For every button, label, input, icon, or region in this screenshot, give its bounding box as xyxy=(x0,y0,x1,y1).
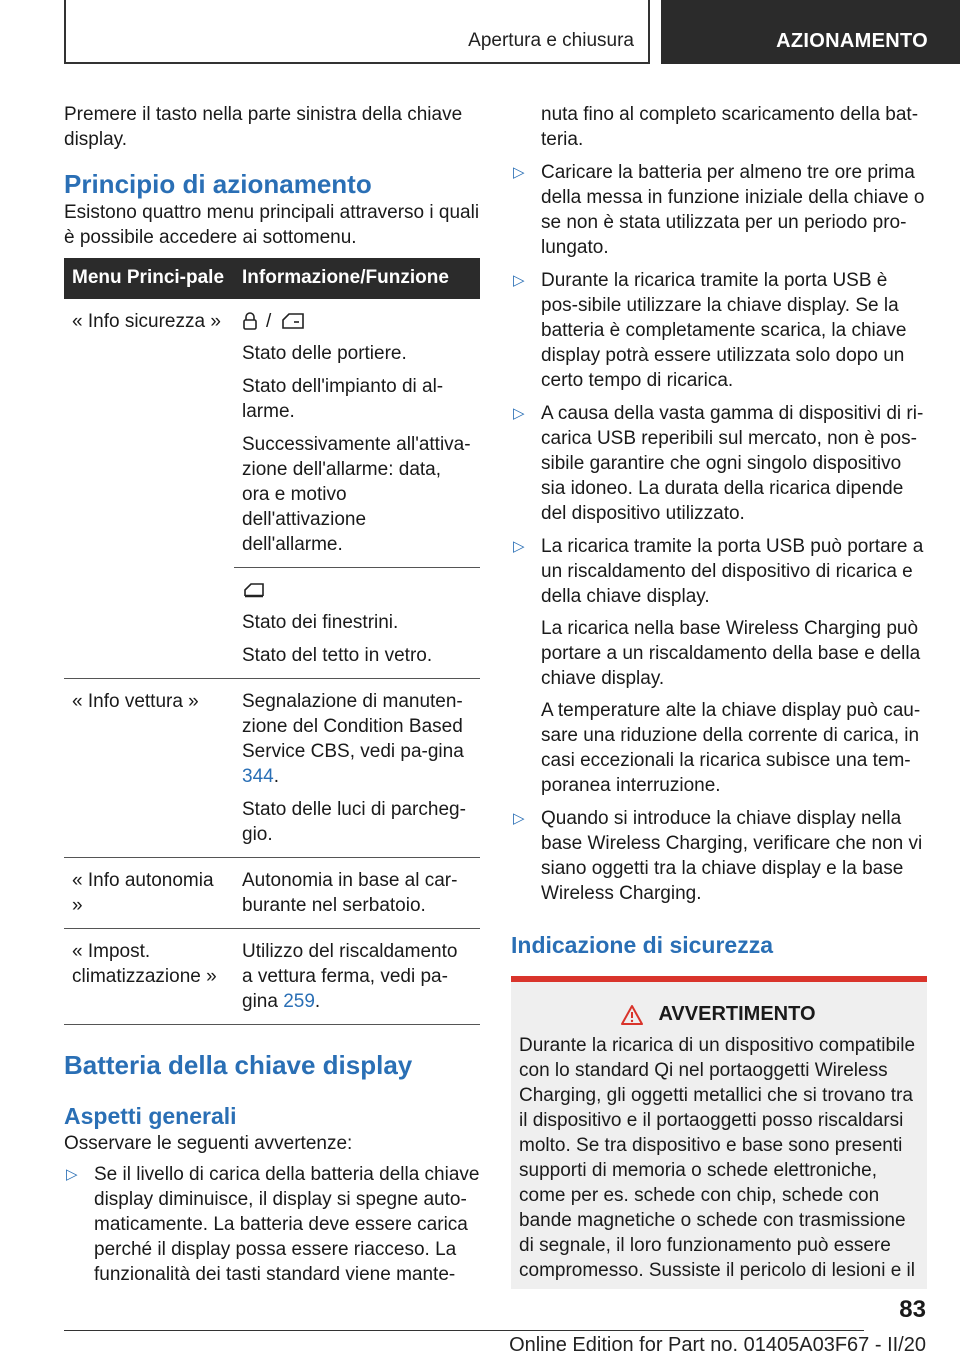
info-cell xyxy=(234,929,480,1025)
intro-text: Premere il tasto nella parte sinistra della chiave display. xyxy=(64,104,463,150)
bullet-triangle-icon: ▷ xyxy=(513,810,525,827)
info-cell xyxy=(234,299,480,568)
list-item xyxy=(511,806,927,906)
right-column xyxy=(511,102,927,1289)
list-item xyxy=(511,534,927,798)
cbs-text: Segnalazione di manuten-zione del Condition Based Service CBS, vedi pa-gina xyxy=(242,691,464,762)
bullet-text: Quando si introduce la chiave display nella base Wireless Charging, verificare che non vi siano oggetti tra la chiave display e la base Wireless Charging. xyxy=(541,808,923,904)
principle-text: Esistono quattro menu principali attraverso i quali è possibile accedere ai sottomenu. xyxy=(64,202,480,248)
section-title: Apertura e chiusura xyxy=(468,30,634,51)
bullet-text: Caricare la batteria per almeno tre ore prima della messa in funzione iniziale della chiave o se non è stata utilizzata per un periodo pro-lungato. xyxy=(541,162,925,258)
warning-text: Durante la ricarica di un dispositivo compatibile con lo standard Qi nel portaoggetti Wireless Charging, gli oggetti metallici che si trovano tra il dispositivo e il portaoggetti posso riscaldarsi molto. Se tra dispositivo e base sono presenti supporti di memoria o schede elettroniche, come per es. schede con chip, schede con bande magnetiche o schede con trasmissione di segnale, il loro funzionamento può essere compromesso. Sussiste il pericolo di lesioni e il xyxy=(519,1035,916,1281)
table-header-row xyxy=(64,258,480,299)
window-icon xyxy=(242,580,266,600)
list-item xyxy=(511,268,927,393)
info-cell xyxy=(234,679,480,858)
bullet-text: Se il livello di carica della batteria della chiave display diminuisce, il display si spegne auto-maticamente. La batteria deve essere carica perché il display possa essere riacceso. La funzionalità dei tasti standard viene mante- xyxy=(94,1164,480,1285)
menu-cell: « Impost. climatizzazione » xyxy=(64,929,234,1025)
warning-header xyxy=(519,1002,917,1027)
info-line: Successivamente all'attiva-zione dell'allarme: data, ora e motivo dell'attivazione dell'allarme. xyxy=(242,434,471,555)
header-section-box xyxy=(64,0,650,64)
battery-heading: Batteria della chiave display xyxy=(64,1050,413,1080)
bullet-triangle-icon: ▷ xyxy=(513,272,525,289)
principle-heading: Principio di azionamento xyxy=(64,169,372,199)
page-link-259[interactable]: 259 xyxy=(283,991,315,1012)
table-row xyxy=(64,679,480,858)
car-door-icon xyxy=(279,311,307,331)
table-row xyxy=(64,299,480,568)
page-link-344[interactable]: 344 xyxy=(242,766,274,787)
battery-list-cont xyxy=(511,102,927,906)
footer-edition: Online Edition for Part no. 01405A03F67 - II/20 xyxy=(509,1334,926,1356)
info-cell xyxy=(234,568,480,679)
menu-cell xyxy=(64,568,234,679)
table-header-menu: Menu Princi-pale xyxy=(64,258,234,299)
bullet-triangle-icon: ▷ xyxy=(513,405,525,422)
icon-separator: / xyxy=(266,310,272,332)
list-item-cont xyxy=(511,102,927,152)
cbs-end: . xyxy=(273,766,279,787)
bullet-text: Durante la ricarica tramite la porta USB è pos-sibile utilizzare la chiave display. Se la batteria è completamente scarica, la chiave display potrà essere utilizzata solo dopo un certo tempo di ricarica. xyxy=(541,270,907,391)
info-line: Autonomia in base al car-burante nel serbatoio. xyxy=(242,870,458,916)
table-row xyxy=(64,568,480,679)
bullet-text: A temperature alte la chiave display può cau-sare una riduzione della corrente di carica, in casi eccezionali la ricarica subisce una tem-poranea interruzione. xyxy=(541,700,921,796)
general-subheading: Aspetti generali xyxy=(64,1103,237,1129)
safety-heading: Indicazione di sicurezza xyxy=(511,932,774,958)
table-header-info: Informazione/Funzione xyxy=(234,258,480,299)
clima-end: . xyxy=(314,991,321,1012)
bullet-text: nuta fino al completo scaricamento della bat-teria. xyxy=(541,104,919,150)
chapter-title: AZIONAMENTO xyxy=(776,30,928,52)
bullet-triangle-icon: ▷ xyxy=(513,164,525,181)
warning-triangle-icon xyxy=(620,1004,644,1026)
info-line: Stato delle luci di parcheg-gio. xyxy=(242,799,466,845)
menu-cell: « Info autonomia » xyxy=(64,858,234,929)
info-line: Stato dell'impianto di al-larme. xyxy=(242,376,444,422)
info-line: Stato dei finestrini. xyxy=(242,612,399,633)
menu-cell: « Info sicurezza » xyxy=(72,311,221,332)
battery-lead: Osservare le seguenti avvertenze: xyxy=(64,1133,353,1154)
table-row xyxy=(64,858,480,929)
warning-label: AVVERTIMENTO xyxy=(658,1003,816,1025)
info-cell xyxy=(234,858,480,929)
warning-box xyxy=(511,976,927,1289)
footer-divider xyxy=(64,1330,864,1331)
info-line xyxy=(242,939,472,1014)
clima-text: Utilizzo del riscaldamento a vettura ferma, vedi pa-gina xyxy=(242,941,458,1012)
page-number: 83 xyxy=(899,1296,926,1323)
list-item xyxy=(511,401,927,526)
menu-table xyxy=(64,258,480,1025)
door-lock-icon xyxy=(242,311,258,331)
info-line: Stato del tetto in vetro. xyxy=(242,645,433,666)
bullet-text: A causa della vasta gamma di dispositivi di ri-carica USB reperibili sul mercato, non è pos-sibile garantire che ogni singolo dispositivo sia idoneo. La durata della ricarica dipende del dispositivo utilizzato. xyxy=(541,403,924,524)
list-item xyxy=(64,1162,480,1287)
icon-row xyxy=(242,309,472,333)
menu-cell: « Info vettura » xyxy=(64,679,234,858)
header-chapter-box xyxy=(661,0,960,64)
bullet-triangle-icon: ▷ xyxy=(66,1166,78,1183)
battery-list xyxy=(64,1162,480,1287)
info-line xyxy=(242,689,472,789)
table-row xyxy=(64,929,480,1025)
bullet-text: La ricarica tramite la porta USB può portare a un riscaldamento del dispositivo di ricarica e della chiave display. xyxy=(541,536,924,607)
info-line: Stato delle portiere. xyxy=(242,343,407,364)
icon-row xyxy=(242,578,472,602)
bullet-text: La ricarica nella base Wireless Charging può portare a un riscaldamento della base e della chiave display. xyxy=(541,618,921,689)
bullet-triangle-icon: ▷ xyxy=(513,538,525,555)
left-column xyxy=(64,102,480,1295)
list-item xyxy=(511,160,927,260)
